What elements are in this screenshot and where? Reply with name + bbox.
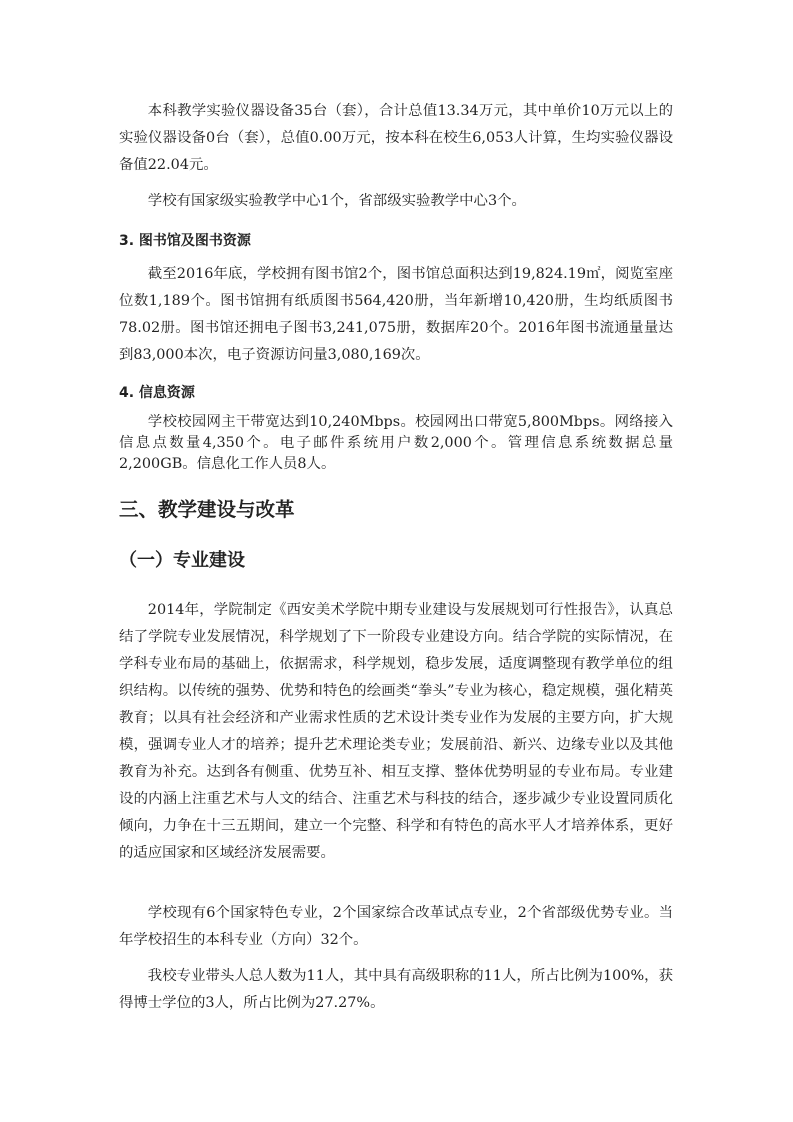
info-paragraph: 学校校园网主干带宽达到10,240Mbps。校园网出口带宽5,800Mbps。网络接入信息点数量4,350个。电子邮件系统用户数2,000个。管理信息系统数据总量2,200GB。信息化工作人员8人。: [119, 414, 673, 472]
centers-paragraph: 学校有国家级实验教学中心1个，省部级实验教学中心3个。: [147, 193, 526, 209]
major-paragraph-3: 我校专业带头人总人数为11人，其中具有高级职称的11人，所占比例为100%，获得博士学位的3人，所占比例为27.27%。: [119, 968, 673, 1011]
equipment-paragraph: 本科教学实验仪器设备35台（套），合计总值13.34万元，其中单价10万元以上的实验仪器设备0台（套），总值0.00万元，按本科在校生6,053人计算，生均实验仪器设备值22.04元。: [119, 103, 673, 173]
info-heading: 4. 信息资源: [119, 385, 195, 401]
major-paragraph-1: 2014年，学院制定《西安美术学院中期专业建设与发展规划可行性报告》，认真总结了学院专业发展情况，科学规划了下一阶段专业建设方向。结合学院的实际情况，在学科专业布局的基础上，依据需求，科学规划，稳步发展，适度调整现有教学单位的组织结构。以传统的强势、优势和特色的绘画类“拳头”专业为核心，稳定规模，强化精英教育；以具有社会经济和产业需求性质的艺术设计类专业作为发展的主要方向，扩大规模，强调专业人才的培养；提升艺术理论类专业；发展前沿、新兴、边缘专业以及其他教育为补充。达到各有侧重、优势互补、相互支撑、整体优势明显的专业布局。专业建设的内涵上注重艺术与人文的结合、注重艺术与科技的结合，逐步减少专业设置同质化倾向，力争在十三五期间，建立一个完整、科学和有特色的高水平人才培养体系，更好的适应国家和区域经济发展需要。: [119, 602, 673, 861]
section-heading: 三、教学建设与改革: [119, 498, 295, 521]
library-heading: 3. 图书馆及图书资源: [119, 233, 251, 249]
major-paragraph-2: 学校现有6个国家特色专业，2个国家综合改革试点专业，2个省部级优势专业。当年学校招生的本科专业（方向）32个。: [119, 905, 673, 948]
library-paragraph: 截至2016年底，学校拥有图书馆2个，图书馆总面积达到19,824.19㎡，阅览室座位数1,189个。图书馆拥有纸质图书564,420册，当年新增10,420册，生均纸质图书78.02册。图书馆还拥电子图书3,241,075册，数据库20个。2016年图书流通量量达到83,000本次，电子资源访问量3,080,169次。: [119, 266, 673, 363]
subsection-heading: （一）专业建设: [119, 550, 245, 571]
